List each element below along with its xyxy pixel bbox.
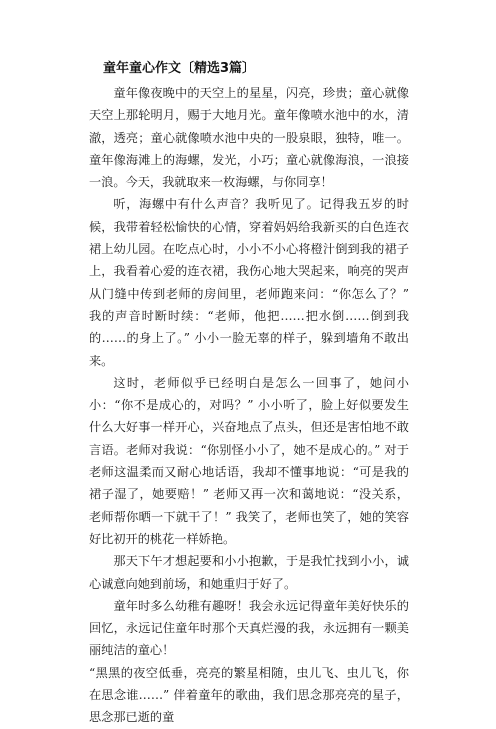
paragraph: 童年时多么幼稚有趣呀！我会永远记得童年美好快乐的回忆，永远记住童年时那个天真烂漫的我，永远拥有一颗美丽纯洁的童心！ <box>89 598 409 658</box>
paragraph: “黑黑的夜空低垂，亮亮的繁星相随，虫儿飞、虫儿飞，你在思念谁……” 伴着童年的歌曲，我们思念那亮亮的星子，思念那已逝的童 <box>89 665 409 725</box>
paragraph: 那天下午才想起要和小小抱歉，于是我忙找到小小，诚心诚意向她到前场，和她重归于好了。 <box>89 554 409 591</box>
document-body <box>89 82 409 729</box>
paragraph: 听，海螺中有什么声音？我听见了。记得我五岁的时候，我带着轻松愉快的心情，穿着妈妈给我新买的白色连衣裙上幼儿园。在吃点心时，小小不小心将橙汁倒到我的裙子上，我看着心爱的连衣裙，我伤心地大哭起来，响亮的哭声从门缝中传到老师的房间里，老师跑来问：“你怎么了？” 我的声音时断时续：“老师，他把……把水倒……倒到我的……的身上了。” 小小一脸无辜的样子，躲到墙角不敢出来。 <box>89 197 409 368</box>
paragraph: 童年像夜晚中的天空上的星星，闪亮，珍贵；童心就像天空上那轮明月，赐于大地月光。童年像喷水池中的水，清澈，透亮；童心就像喷水池中央的一股泉眼，独特，唯一。童年像海滩上的海螺，发光，小巧；童心就像海浪，一浪接一浪。今天，我就取来一枚海螺，与你同享！ <box>89 86 409 190</box>
document-title: 童年童心作文〔精选3篇〕 <box>103 61 256 76</box>
paragraph: 这时，老师似乎已经明白是怎么一回事了，她问小小：“你不是成心的，对吗？” 小小听了，脸上好似要发生什么大好事一样开心，兴奋地点了点头，但还是害怕地不敢言语。老师对我说：“你别怪小小了，她不是成心的。” 对于老师这温柔而又耐心地话语，我却不懂事地说：“可是我的裙子湿了，她要赔！” 老师又再一次和蔼地说：“没关系，老师帮你晒一下就干了！” 我笑了，老师也笑了，她的笑容好比初开的桃花一样娇艳。 <box>89 375 409 546</box>
